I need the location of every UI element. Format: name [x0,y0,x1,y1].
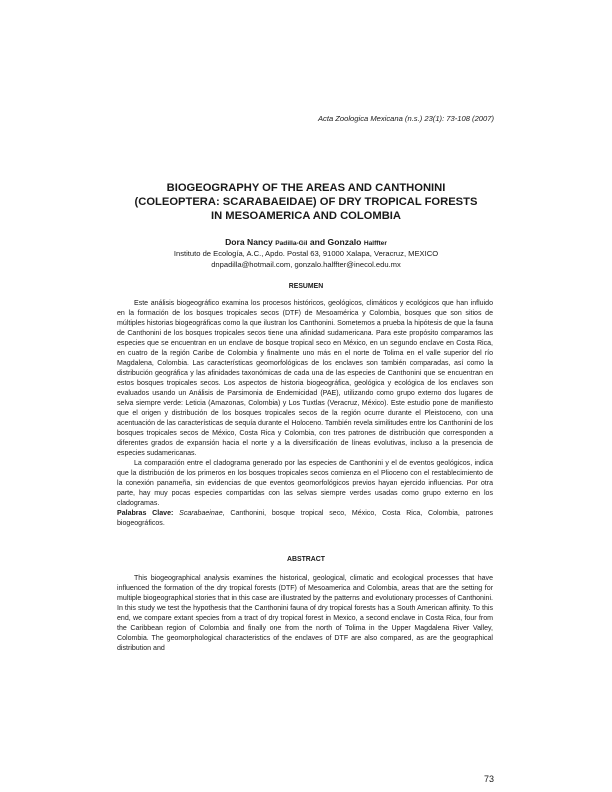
resumen-body [117,299,493,529]
title-line: IN MESOAMERICA AND COLOMBIA [211,210,401,222]
affiliation [100,249,512,270]
author-connector: and Gonzalo [307,237,364,247]
title-line: (COLEOPTERA: SCARABAEIDAE) OF DRY TROPICAL FORESTS [134,196,478,208]
keywords [117,509,493,529]
affiliation-address: Instituto de Ecología, A.C., Apdo. Postal 63, 91000 Xalapa, Veracruz, MEXICO [173,249,439,258]
keywords-italic: Scarabaeinae [173,510,223,517]
authors [100,237,512,247]
article-title [100,181,512,223]
abstract-heading: ABSTRACT [287,556,325,563]
keywords-label: Palabras Clave: [117,510,174,517]
resumen-heading: RESUMEN [288,283,324,290]
affiliation-emails: dnpadilla@hotmail.com, gonzalo.halffter@inecol.edu.mx [211,259,401,269]
abstract-paragraph: This biogeographical analysis examines the historical, geological, climatic and ecological processes that have influenced the formation of the dry tropical forests (DTF) of Mesoamerica and Colombia, areas that are the setting for multiple biogeographical stories that in this case are illustrated by the patterns and evolutionary processes of Canthonini. In this study we test the hypothesis that the Canthonini fauna of dry tropical forests has a South American affinity. To this end, we compare extant species from a tract of dry tropical forest in Mexico, a second enclave in Costa Rica, four from the Caribbean region of Colombia and finally one from the north of Tolima in the Upper Magdalena River Valley, Colombia. The geomorphological characteristics of the enclaves of DTF are also compared, as are the geographical distribution and [117,575,493,652]
author-surname: Halffter [363,240,387,247]
author-given-name: Dora Nancy [225,237,276,247]
keywords-list: , Canthonini, bosque tropical seco, México, Costa Rica, Colombia, patrones biogeográficos. [117,510,493,527]
title-line: BIOGEOGRAPHY OF THE AREAS AND CANTHONINI [166,182,446,194]
journal-citation: Acta Zoologica Mexicana (n.s.) 23(1): 73-108 (2007) [317,114,494,123]
abstract-body [117,574,493,654]
resumen-paragraph: Este análisis biogeográfico examina los procesos históricos, geológicos, climáticos y ecológicos que han influido en la formación de los bosques tropicales secos (DTF) de Mesoamérica y Colombia, bosques que son sitios de múltiples historias biogeográficas como la que ilustran los Canthonini. Sometemos a prueba la hipótesis de que la fauna de Canthonini de los bosques tropicales secos tiene una afinidad sudamericana. Para este propósito comparamos las especies que se encuentran en un enclave de bosque tropical seco en México, en un segundo enclave en Costa Rica, en cuatro de la región Caribe de Colombia y finalmente uno más en el norte de Tolima en el valle superior del río Magdalena, Colombia. Las características geomorfológicas de los enclaves son también comparadas, así como la distribución geográfica y las afinidades taxonómicas de cada una de las especies de Canthonini que se encuentran en estos bosques tropicales secos. Los aspectos de historia biogeográfica, geológica y ecológica de los enclaves son evaluados usando un Análisis de Parsimonia de Endemicidad (PAE), utilizando como grupo externo dos lugares de selva siempre verde: Leticia (Amazonas, Colombia) y Los Tuxtlas (Veracruz, México). Este estudio pone de manifiesto que el origen y distribución de los bosques tropicales secos de la región ocurre durante el Pleistoceno, con una acentuación de las características de sequía durante el Holoceno. También revela similitudes entre los Canthonini de los bosques tropicales secos de México, Costa Rica y Colombia, con tres patrones de distribución que corresponden a diferentes grados de expansión hacia el norte y a la diversificación de líneas evolutivas, incluso a la presencia de especies sudamericanas. [117,300,493,457]
resumen-paragraph: La comparación entre el cladograma generado por las especies de Canthonini y el de eventos geológicos, indica que la distribución de los primeros en los bosques tropicales secos comienza en el Plioceno con el restablecimiento de la conexión panameña, sin evidencias de que eventos geomorfológicos previos hayan ejercido influencias. Por otra parte, hay muy pocas especies compartidas con las selvas siempre verdes usadas como grupo externo en los cladogramas. [117,460,493,507]
page-number: 73 [483,774,494,784]
author-surname: Padilla-Gil [275,240,308,247]
